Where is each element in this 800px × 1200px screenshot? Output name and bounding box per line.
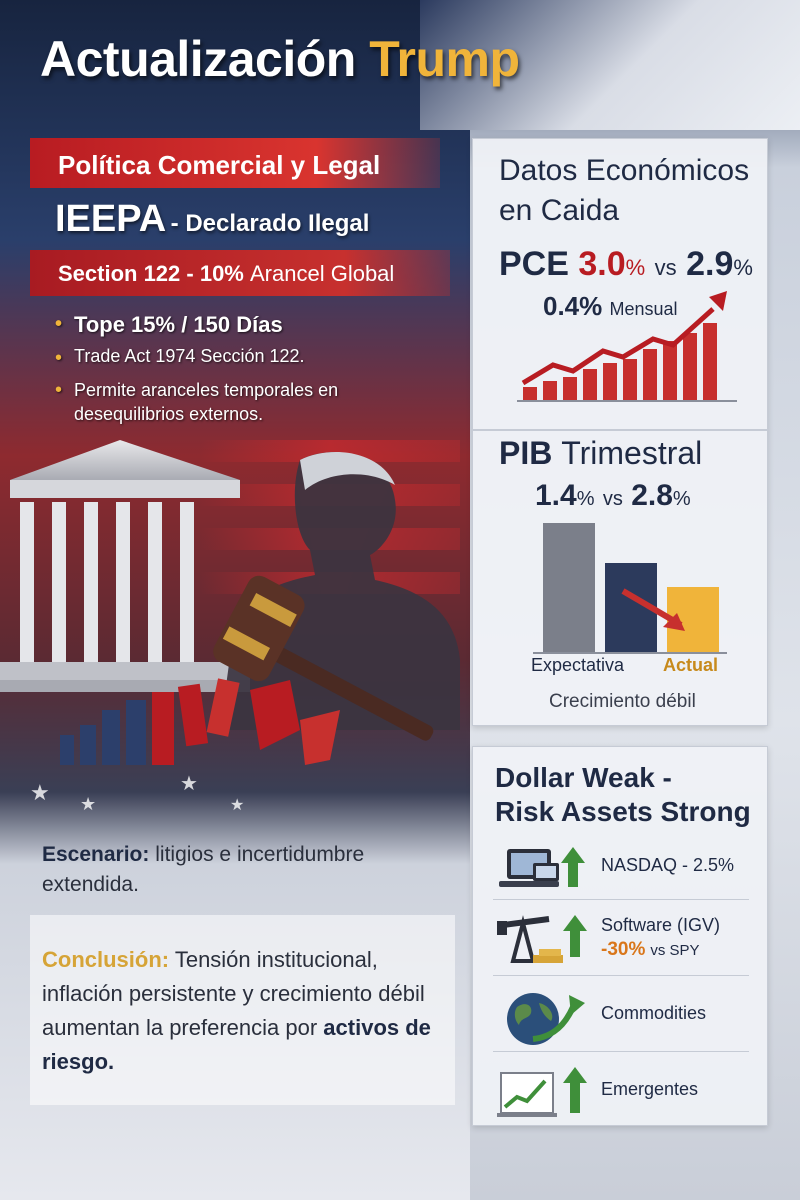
pce-trend-chart bbox=[513, 279, 743, 405]
globe-icon bbox=[493, 987, 593, 1047]
panel-title: Datos Económicos en Caida bbox=[499, 154, 750, 227]
policy-banner: Política Comercial y Legal bbox=[30, 138, 440, 188]
pce-monthly: 0.4% Mensual bbox=[543, 291, 678, 321]
pib-bar-chart bbox=[513, 519, 733, 654]
svg-text:★: ★ bbox=[80, 794, 97, 814]
title-accent: Trump bbox=[369, 31, 520, 87]
growth-caption: Crecimiento débil bbox=[549, 691, 696, 712]
divider bbox=[473, 429, 769, 431]
oil-pump-icon bbox=[493, 911, 593, 971]
bullet-item: • Tope 15% / 150 Días bbox=[55, 312, 283, 337]
asset-row-emergentes: Emergentes bbox=[473, 1059, 769, 1125]
section-rest: Arancel Global bbox=[250, 261, 395, 286]
dollar-title: Dollar Weak - Risk Assets Strong bbox=[495, 762, 751, 827]
section-banner bbox=[30, 250, 450, 296]
svg-text:★: ★ bbox=[180, 773, 198, 795]
svg-text:★: ★ bbox=[230, 797, 245, 814]
section-label: Section 122 - 10% bbox=[58, 261, 244, 286]
svg-text:★: ★ bbox=[30, 780, 50, 805]
economic-data-panel bbox=[472, 138, 768, 726]
illustration bbox=[0, 430, 460, 820]
pib-values: 1.4% vs 2.8% bbox=[535, 479, 691, 512]
stars-icon bbox=[30, 773, 244, 814]
bar-label-expected: Expectativa bbox=[531, 655, 625, 675]
bar-label-actual: Actual bbox=[663, 655, 719, 675]
conclusion-emphasis: activos de riesgo. bbox=[42, 1015, 431, 1074]
asset-row-software: Software (IGV) -30% vs SPY bbox=[473, 907, 769, 973]
pib-heading: PIB Trimestral bbox=[499, 435, 703, 471]
bullet-item: • Trade Act 1974 Sección 122. bbox=[55, 346, 305, 369]
asset-row-nasdaq: NASDAQ - 2.5% bbox=[473, 835, 769, 901]
dollar-panel bbox=[472, 746, 768, 1126]
title-main: Actualización bbox=[40, 31, 356, 87]
bullet-item: • Permite aranceles temporales en desequilibrios externos. bbox=[55, 379, 339, 424]
expected-bar bbox=[543, 523, 595, 654]
conclusion-label: Conclusión: bbox=[42, 947, 170, 972]
bullet-list bbox=[55, 312, 435, 434]
courthouse-icon bbox=[0, 440, 250, 692]
growth-chart-icon bbox=[493, 1063, 593, 1123]
asset-row-commodities: Commodities bbox=[473, 983, 769, 1049]
ieepa-heading bbox=[55, 198, 369, 241]
ieepa-label: IEEPA bbox=[55, 198, 167, 240]
pce-value: PCE 3.0% vs 2.9% bbox=[499, 245, 753, 283]
ieepa-status: - Declarado Ilegal bbox=[170, 210, 370, 237]
page-title bbox=[40, 30, 520, 88]
escenario-text: Escenario: litigios e incertidumbre extendida. bbox=[42, 843, 365, 896]
conclusion-box bbox=[30, 915, 455, 1105]
devices-icon bbox=[493, 839, 593, 899]
conclusion-text: Tensión institucional, inflación persistente y crecimiento débil aumentan la preferencia por bbox=[42, 947, 425, 1040]
